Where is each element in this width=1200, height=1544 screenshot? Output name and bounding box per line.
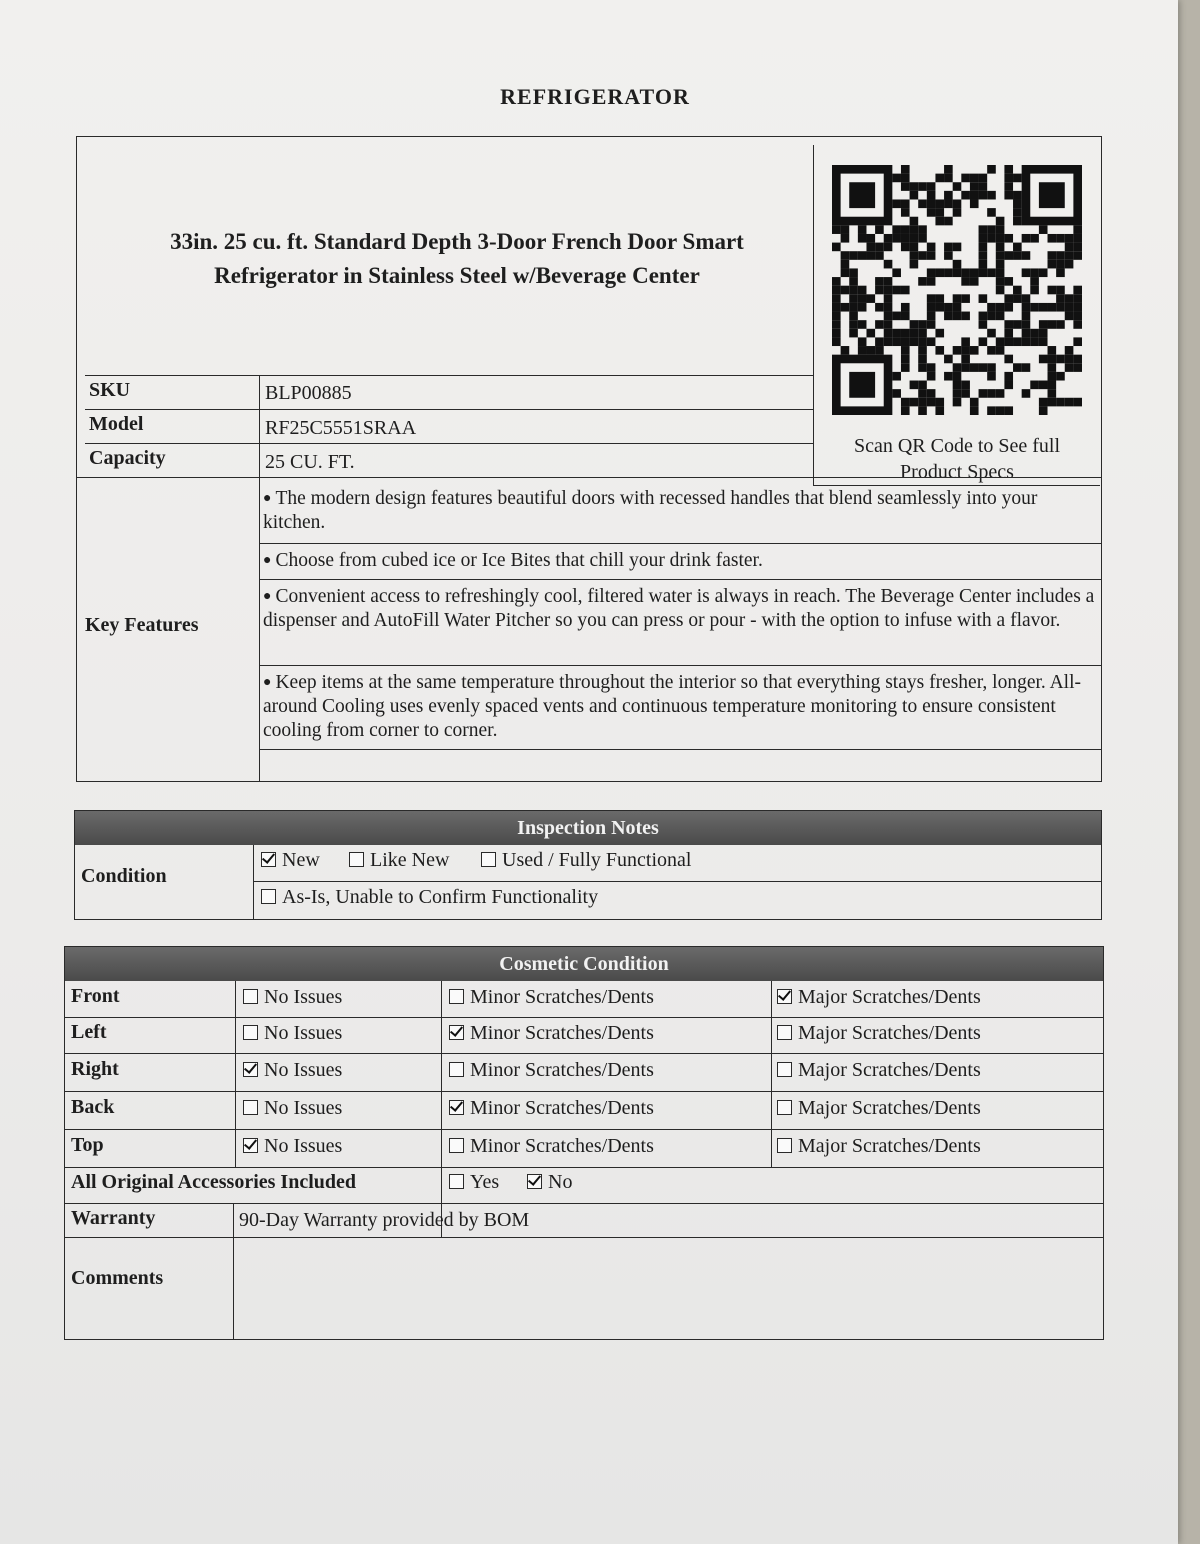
divider xyxy=(259,665,1101,666)
divider xyxy=(85,443,813,444)
warranty-value: 90-Day Warranty provided by BOM xyxy=(239,1209,530,1231)
checkbox[interactable] xyxy=(527,1174,542,1189)
feature-item: ● Convenient access to refreshingly cool, filtered water is always in reach. The Beverage Center includes a dispenser and AutoFill Water Pitcher so you can press or pour - with the option to infuse with a flavor. xyxy=(263,586,1095,631)
comments-label: Comments xyxy=(71,1267,164,1289)
option-label: Minor Scratches/Dents xyxy=(470,1022,654,1044)
divider xyxy=(77,477,1101,478)
option-label: No Issues xyxy=(264,986,343,1008)
comments-field[interactable] xyxy=(239,1247,1089,1331)
checkbox[interactable] xyxy=(261,852,276,867)
product-name-line-1: 33in. 25 cu. ft. Standard Depth 3-Door French Door Smart xyxy=(170,229,744,254)
qr-caption-line-2: Product Specs xyxy=(900,461,1014,483)
option-label: Like New xyxy=(370,849,450,871)
option-label: New xyxy=(282,849,320,871)
checkbox[interactable] xyxy=(449,1025,464,1040)
cosmetic-row-label: Left xyxy=(71,1021,107,1043)
cosmetic-row-label: Right xyxy=(71,1058,119,1080)
option-label: Used / Fully Functional xyxy=(502,849,692,871)
option-label: Major Scratches/Dents xyxy=(798,986,981,1008)
checkbox[interactable] xyxy=(449,1100,464,1115)
feature-text: Keep items at the same temperature throughout the interior so that everything stays fresher, longer. All-around Cooling uses evenly spaced vents and continuous temperature monitoring to ensure consistent cooling from corner to corner. xyxy=(263,672,1081,741)
divider xyxy=(85,409,813,410)
checkbox[interactable] xyxy=(449,989,464,1004)
cosmetic-option[interactable] xyxy=(777,1022,981,1045)
cosmetic-option[interactable] xyxy=(449,1059,654,1082)
checkbox[interactable] xyxy=(481,852,496,867)
divider xyxy=(85,375,813,376)
checkbox[interactable] xyxy=(243,1100,258,1115)
product-name-line-2: Refrigerator in Stainless Steel w/Beverage Center xyxy=(214,263,700,288)
checkbox[interactable] xyxy=(449,1062,464,1077)
option-label: Major Scratches/Dents xyxy=(798,1135,981,1157)
checkbox[interactable] xyxy=(243,989,258,1004)
condition-label: Condition xyxy=(81,865,167,887)
divider xyxy=(259,749,1101,750)
option-label: Minor Scratches/Dents xyxy=(470,1097,654,1119)
cosmetic-option[interactable] xyxy=(243,1022,342,1045)
product-name xyxy=(107,225,807,293)
cosmetic-row-label: Back xyxy=(71,1096,115,1118)
feature-text: Choose from cubed ice or Ice Bites that chill your drink faster. xyxy=(275,550,763,571)
checkbox[interactable] xyxy=(349,852,364,867)
divider xyxy=(259,375,260,781)
checkbox[interactable] xyxy=(449,1138,464,1153)
feature-item: ● Choose from cubed ice or Ice Bites that chill your drink faster. xyxy=(263,550,763,571)
model-label: Model xyxy=(89,413,144,435)
capacity-label: Capacity xyxy=(89,447,166,469)
checkbox[interactable] xyxy=(243,1025,258,1040)
divider xyxy=(253,845,254,919)
model-value: RF25C5551SRAA xyxy=(265,417,417,439)
cosmetic-option[interactable] xyxy=(243,1097,342,1120)
checkbox[interactable] xyxy=(777,989,792,1004)
option-label: No Issues xyxy=(264,1022,343,1044)
cosmetic-option[interactable] xyxy=(777,1097,981,1120)
divider xyxy=(65,1203,1103,1204)
checkbox[interactable] xyxy=(777,1025,792,1040)
sku-value: BLP00885 xyxy=(265,382,352,404)
divider xyxy=(65,1167,1103,1168)
divider xyxy=(65,1091,1103,1092)
divider xyxy=(65,1053,1103,1054)
option-label: Major Scratches/Dents xyxy=(798,1097,981,1119)
option-label: No Issues xyxy=(264,1135,343,1157)
condition-option-used[interactable] xyxy=(481,849,691,872)
key-features-label: Key Features xyxy=(85,614,199,636)
option-label: Minor Scratches/Dents xyxy=(470,1059,654,1081)
option-label: No Issues xyxy=(264,1059,343,1081)
divider xyxy=(253,881,1101,882)
divider xyxy=(771,981,772,1167)
divider xyxy=(233,1203,234,1339)
option-label: Minor Scratches/Dents xyxy=(470,986,654,1008)
condition-option-as-is[interactable] xyxy=(261,886,598,909)
cosmetic-option[interactable] xyxy=(449,1135,654,1158)
divider xyxy=(235,981,236,1167)
divider xyxy=(65,1237,1103,1238)
divider xyxy=(65,1017,1103,1018)
checkbox[interactable] xyxy=(777,1062,792,1077)
inspection-notes-header: Inspection Notes xyxy=(75,811,1101,845)
feature-text: The modern design features beautiful doors with recessed handles that blend seamlessly into your kitchen. xyxy=(263,488,1038,533)
qr-caption-line-1: Scan QR Code to See full xyxy=(853,435,1061,457)
feature-item: ● Keep items at the same temperature throughout the interior so that everything stays fresher, longer. All-around Cooling uses evenly spaced vents and continuous temperature monitoring to ensure consistent cooling from corner to corner. xyxy=(263,672,1081,741)
option-label: No xyxy=(548,1171,573,1193)
document-title: REFRIGERATOR xyxy=(500,84,690,109)
cosmetic-option[interactable] xyxy=(449,1097,654,1120)
checkbox[interactable] xyxy=(261,889,276,904)
accessories-option-yes[interactable] xyxy=(449,1171,499,1194)
option-label: As-Is, Unable to Confirm Functionality xyxy=(282,886,599,908)
accessories-option-no[interactable] xyxy=(527,1171,572,1194)
divider xyxy=(65,1129,1103,1130)
checkbox[interactable] xyxy=(777,1138,792,1153)
cosmetic-option[interactable] xyxy=(243,1135,342,1158)
checkbox[interactable] xyxy=(243,1138,258,1153)
capacity-value: 25 CU. FT. xyxy=(265,451,355,473)
accessories-label: All Original Accessories Included xyxy=(71,1171,356,1193)
divider xyxy=(259,579,1101,580)
sku-label: SKU xyxy=(89,379,131,401)
product-info-table xyxy=(76,136,1102,782)
cosmetic-option[interactable] xyxy=(449,986,654,1009)
divider xyxy=(259,543,1101,544)
checkbox[interactable] xyxy=(243,1062,258,1077)
condition-option-new[interactable] xyxy=(261,849,320,872)
checkbox[interactable] xyxy=(449,1174,464,1189)
feature-item: ● The modern design features beautiful doors with recessed handles that blend seamlessly into your kitchen. xyxy=(263,488,1038,533)
divider xyxy=(441,981,442,1237)
cosmetic-option[interactable] xyxy=(449,1022,654,1045)
qr-cell xyxy=(813,145,1100,486)
option-label: No Issues xyxy=(264,1097,343,1119)
feature-text: Convenient access to refreshingly cool, filtered water is always in reach. The Beverage Center includes a dispenser and AutoFill Water Pitcher so you can press or pour - with the option to infuse with a flavor. xyxy=(263,586,1095,631)
cosmetic-condition-header: Cosmetic Condition xyxy=(65,947,1103,981)
cosmetic-option[interactable] xyxy=(243,986,342,1009)
option-label: Yes xyxy=(470,1171,500,1193)
cosmetic-option[interactable] xyxy=(777,1059,981,1082)
checkbox[interactable] xyxy=(777,1100,792,1115)
option-label: Major Scratches/Dents xyxy=(798,1059,981,1081)
cosmetic-row-label: Top xyxy=(71,1134,104,1156)
warranty-label: Warranty xyxy=(71,1207,156,1229)
condition-option-like-new[interactable] xyxy=(349,849,449,872)
cosmetic-row-label: Front xyxy=(71,985,120,1007)
option-label: Minor Scratches/Dents xyxy=(470,1135,654,1157)
cosmetic-condition-table xyxy=(64,946,1104,1340)
cosmetic-option[interactable] xyxy=(777,1135,981,1158)
inspection-notes-table xyxy=(74,810,1102,920)
cosmetic-option[interactable] xyxy=(243,1059,342,1082)
cosmetic-option[interactable] xyxy=(777,986,981,1009)
qr-code[interactable] xyxy=(832,165,1082,415)
option-label: Major Scratches/Dents xyxy=(798,1022,981,1044)
